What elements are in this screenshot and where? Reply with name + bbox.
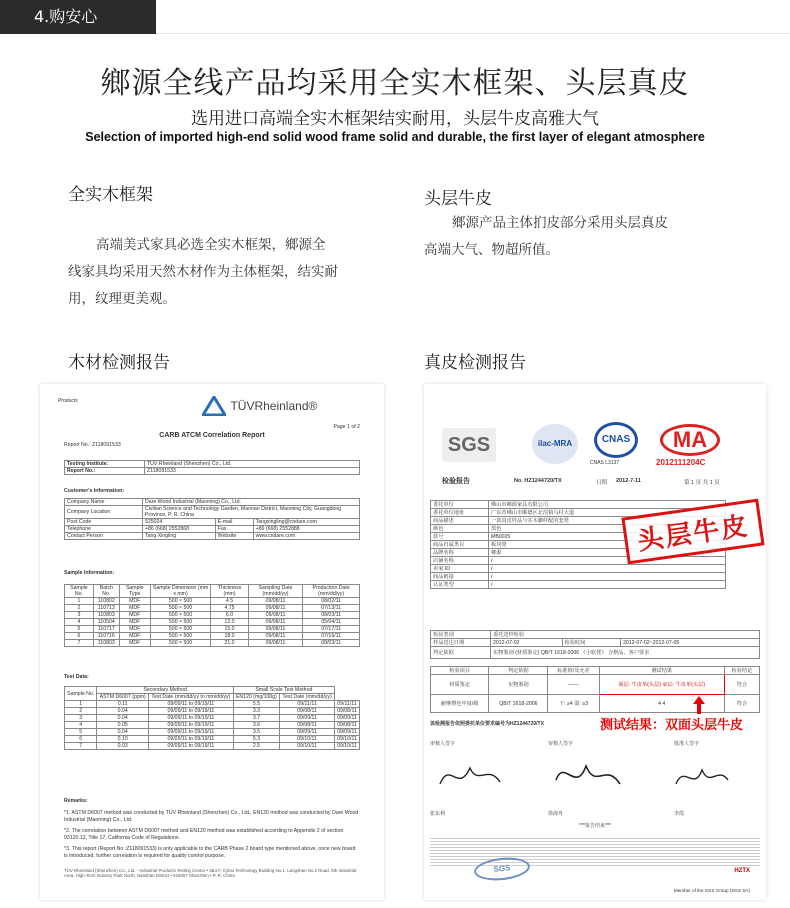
sgs-conclusion: 该检测报告依照委托单位要求编号为HZ1244720/TX xyxy=(430,721,544,727)
tuv-customer-heading: Customer's Information: xyxy=(64,488,125,494)
sgs-date-label: 日期 xyxy=(596,480,608,486)
table-row: 6 0.10 09/09/11 to 09/19/11 5.3 09/10/11 09/10/11 xyxy=(65,736,360,743)
leather-heading: 头层牛皮 xyxy=(424,189,492,209)
sgs-check-table: 检验类别 委托送样检验 样品送达日期 2012-07-02 检验时间 2012-07-02~2012-07-05 判定依据 实物鉴别 (材质鉴定) QB/T 1618-2006 《小软凳》 合格品，客户要求 xyxy=(430,630,760,659)
leather-report-heading: 真皮检测报告 xyxy=(424,353,526,373)
tuv-test-table: Sample No. Secondary Method Small Scale Test Method ASTM D6007 (ppm) Test Date (mm/dd/yy to mm/dd/yy) EN120 (mg/100g) Test Date (mm/dd/yy) 1 0.11 09/09/11 to 09/19/11 5.5 09/11/11 09/11/11 2 0.04 09/09/11 to 09/19/11 3.3 09/08/11 09/08/11 3 0.04 09/09/11 to 09/19/11 3.7 09/09/11 09/09/11 4 0.05 09/09/11 to 09/19/11 3.6 09/08/11 09/08/11 5 0.04 09/09/11 to 09/19/11 3.5 09/09/11 09/09/11 6 0.10 09/09/11 to 09/19/11 5.3 09/10/11 09/10/11 7 0.03 09/09/11 to 09/19/11 2.5 09/10/11 09/10/11 xyxy=(64,686,360,750)
page-title: 鄉源全线产品均采用全实木框架、头层真皮 xyxy=(100,66,690,101)
tuv-logo-text: TÜVRheinland® xyxy=(230,399,318,413)
tuv-institute-table: Testing Institute: TÜV Rheinland (Shenzhen) Co., Ltd. Report No.: Z118091533 xyxy=(64,460,360,475)
result-note: 测试结果：双面头层牛皮 xyxy=(600,714,743,733)
tuv-remark: *2. The correlation between ASTM D6007 method and EN120 method was established according to Appendix 2 of section 93120.12, Title 17, California Code of Regulations. xyxy=(64,828,344,841)
table-row: 6 110716 MDF 500 × 500 18.0 09/08/11 07/16/11 xyxy=(65,633,360,640)
tuv-remark: *1. ASTM D6007 method was conducted by TÜV Rheinland (Shenzhen) Co., Ltd., EN120 method was conducted by Dare Wood Industrial (Maoming) Co., Ltd. xyxy=(64,810,359,823)
table-row: 款号 MB0025 xyxy=(431,533,726,541)
table-row: 委托单位地址 广东省佛山市顺德区北滘镇马村大道 xyxy=(431,509,726,517)
tuv-footer: TÜV Rheinland (Shenzhen) Co., Ltd. - Industrial Products Testing Center • 3&4 F, Cybio Technology Building No.1, Langshan No.2 Road, 5th Industrial Area, High-Tech Industry Park North, Nanshan District • 518057 Shenzhen • P. R. China xyxy=(64,868,357,878)
page-subtitle-en: Selection of imported high-end solid wood frame solid and durable, the first layer of elegant atmosphere xyxy=(85,130,705,144)
wood-frame-text xyxy=(68,232,368,313)
tuv-report-title: CARB ATCM Correlation Report xyxy=(159,432,265,439)
table-row: 卖家 ID / xyxy=(431,565,726,573)
sgs-title: 检验报告 xyxy=(442,478,470,485)
tuv-page: Page 1 of 2 xyxy=(333,424,360,430)
table-row: 商品链接 / xyxy=(431,573,726,581)
signer-1: 张东利 xyxy=(430,811,446,817)
table-row: 认证类型 / xyxy=(431,581,726,589)
tuv-customer-table: Company Name Dare Wood Industrial (Maoming) Co., Ltd. Company Location Civilian Science and Technology Garden, Maonan District, Maoming City, Guangdong Province, P. R. China Post Code 525024 E-mail Tangxingling@cndare.com Telephone +86 (668) 2552868 Fax +86 (668) 2552888 Contact Person Tang Xingling Website www.cndare.com xyxy=(64,498,360,540)
sgs-end: ***报告结束*** xyxy=(579,823,611,829)
leather-stamp: 头层牛皮 xyxy=(621,499,764,565)
wood-line: 线家具均采用天然木材作为主体框架，结实耐 xyxy=(68,264,338,280)
table-row: 2 0.04 09/09/11 to 09/19/11 3.3 09/08/11 09/08/11 xyxy=(65,708,360,715)
wood-line: 用，纹理更美观。 xyxy=(68,291,176,307)
tuv-remarks xyxy=(64,810,360,859)
sgs-fineprint xyxy=(430,836,760,866)
sgs-member: Member of the SGS Group (SGS SA) xyxy=(673,888,750,893)
table-row: 4 110504 MDF 500 × 500 12.0 09/08/11 05/04/11 xyxy=(65,619,360,626)
tuv-report-no-line: Report No.: Z118091533 xyxy=(64,442,121,448)
table-row: 1 110802 MDF 500 × 500 4.5 09/08/11 08/02/11 xyxy=(65,598,360,605)
sgs-footer-code: HZTX xyxy=(734,868,750,874)
top-bar xyxy=(0,0,790,34)
wood-report-heading: 木材检测报告 xyxy=(68,353,170,373)
tuv-remark: *3. This report (Report No.:Z118091533) is only applicable to the CARB Phase 2 board type mentioned above, once new board is introduced, further correlation is required for quality control purpose. xyxy=(64,846,356,859)
tuv-logo xyxy=(202,396,317,416)
table-row: 商品描述 一款真皮样品与实木脚样配的套凳 xyxy=(431,517,726,525)
sign-label-2: 审核人签字 xyxy=(548,741,574,747)
wood-line: 高端美式家具必选全实木框架，鄉源全 xyxy=(96,237,326,253)
table-row: 2 110713 MDF 500 × 500 4.75 09/08/11 07/13/11 xyxy=(65,605,360,612)
leather-line: 高端大气、物超所值。 xyxy=(424,242,559,258)
table-row: 5 0.04 09/09/11 to 09/19/11 3.5 09/09/11 09/09/11 xyxy=(65,729,360,736)
sgs-seal: SGS xyxy=(473,855,531,883)
sgs-logo: SGS xyxy=(442,428,496,462)
sign-label-1: 审核人签字 xyxy=(430,741,456,747)
sgs-page: 第 1 页 共 1 页 xyxy=(684,480,720,486)
table-row: 店铺名称 / xyxy=(431,557,726,565)
tuv-remarks-heading: Remarks: xyxy=(64,798,88,804)
tuv-products: Products xyxy=(58,398,78,404)
table-row: 3 0.04 09/09/11 to 09/19/11 3.7 09/09/11 09/09/11 xyxy=(65,715,360,722)
table-row: 颜色 黑色 xyxy=(431,525,726,533)
table-row: 1 0.11 09/09/11 to 09/19/11 5.5 09/11/11 09/11/11 xyxy=(65,701,360,708)
cma-code: 2012111204C xyxy=(656,458,706,467)
sgs-report-image xyxy=(424,384,766,900)
tuv-sample-table: Sample No. Batch No. Sample Type Sample Dimension (mm x mm) Thickness (mm) Sampling Date (mm/dd/yy) Production Date (mm/dd/yy) 1 110802 MDF 500 × 500 4.5 09/08/11 08/02/11 2 110713 MDF 500 × 500 4.75 09/08/11 07/13/11 3 110803 MDF 500 × 500 6.0 09/08/11 08/03/11 4 110504 MDF 500 × 500 12.0 09/08/11 05/04/11 5 110717 MDF 500 × 500 15.0 09/08/11 07/17/11 6 110716 MDF 500 × 500 18.0 09/08/11 07/16/11 7 110803 MDF 500 × 500 21.0 09/08/11 08/03/11 xyxy=(64,584,360,647)
leather-text xyxy=(424,210,744,264)
red-arrow-icon xyxy=(692,696,706,716)
table-row: 7 110803 MDF 500 × 500 21.0 09/08/11 08/03/11 xyxy=(65,640,360,647)
tuv-triangle-icon xyxy=(202,396,226,416)
table-row: 委托单位 佛山市鄉源家具有限公司 xyxy=(431,501,726,509)
table-row: 5 110717 MDF 500 × 500 15.0 09/08/11 07/17/11 xyxy=(65,626,360,633)
wood-frame-heading: 全实木框架 xyxy=(68,185,153,205)
sgs-report-no: No. HZ1244720/TX xyxy=(514,478,562,484)
tuv-report-image xyxy=(40,384,384,900)
ilac-logo: ilac-MRA xyxy=(532,424,578,464)
page-subtitle: 选用进口高端全实木框架结实耐用，头层牛皮高雅大气 xyxy=(191,109,599,129)
table-row: 3 110803 MDF 500 × 500 6.0 09/08/11 08/03/11 xyxy=(65,612,360,619)
section-tab: 4.购安心 xyxy=(0,0,156,34)
table-row: 商品归属类目 板块凳 xyxy=(431,541,726,549)
signatures xyxy=(436,754,736,800)
table-row: 7 0.03 09/09/11 to 09/19/11 2.5 09/10/11 09/10/11 xyxy=(65,743,360,750)
signer-3: 李霞 xyxy=(674,811,685,817)
signer-2: 徐海舟 xyxy=(548,811,564,817)
cnas-logo: CNAS xyxy=(594,422,638,458)
table-row: 品牌名称 鄉源 xyxy=(431,549,726,557)
sgs-result-table: 检验项目 判定依据 标准值/及允差 测试结果 检验结论 材质鉴定 实物鉴别 —— 面层: 牛皮革(头层) 底层: 牛皮革(头层) 符合 耐摩擦色牢度/级 QB/T 1618-2006 干: ≥4 湿: ≥3 4 4 符合 xyxy=(430,666,760,713)
tuv-test-heading: Test Data: xyxy=(64,674,89,680)
table-row: 4 0.05 09/09/11 to 09/19/11 3.6 09/08/11 09/08/11 xyxy=(65,722,360,729)
sign-label-3: 批准人签字 xyxy=(674,741,700,747)
cnas-code: CNAS L3137 xyxy=(590,460,620,466)
sgs-date: 2012-7-11 xyxy=(616,478,641,484)
leather-line: 鄉源产品主体扪皮部分采用头层真皮 xyxy=(452,215,668,231)
tuv-sample-heading: Sample Information: xyxy=(64,570,115,576)
cma-logo: MA xyxy=(660,424,720,456)
